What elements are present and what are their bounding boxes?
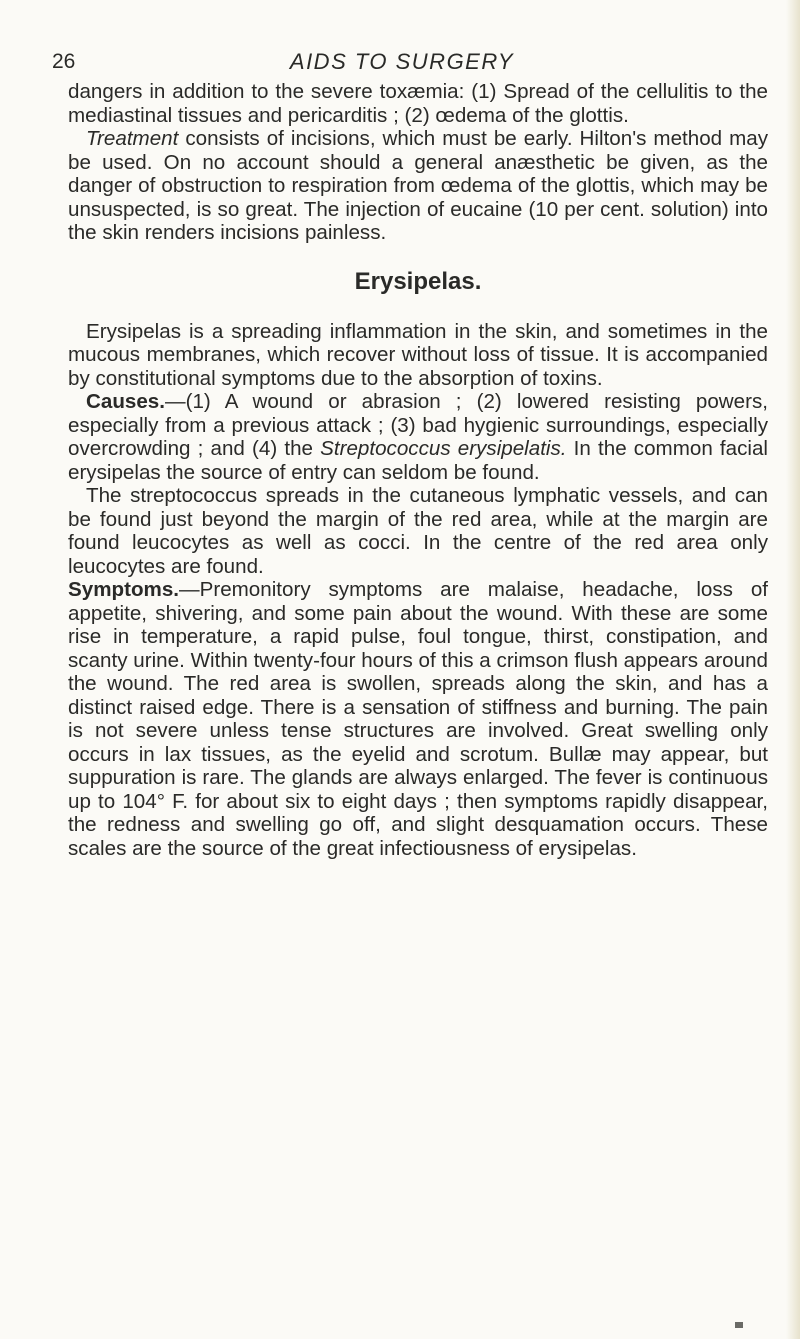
symptoms-text: —Premonitory symptoms are malaise, headache, loss of appetite, shivering, and some pain about the wound. With these are some rise in temperature, a rapid pulse, foul tongue, thirst, constipation, and scanty urine. Within twenty-four hours of this a crimson flush appears around the wound. The red area is swollen, spreads along the skin, and has a distinct raised edge. There is a sensation of stiffness and burning. The pain is not severe unless tense structures are involved. Great swelling only occurs in lax tissues, as the eyelid and scrotum. Bullæ may appear, but suppuration is rare. The glands are always enlarged. The fever is continuous up to 104° F. for about six to eight days ; then symptoms rapidly disappear, the redness and swelling go off, and slight desquamation occurs. These scales are the source of the great infectiousness of erysipelas. <box>68 578 768 860</box>
paragraph-treatment <box>68 127 768 245</box>
causes-text-2: In the common facial erysipelas the source of entry can seldom be found. <box>68 437 768 484</box>
definition-text: Erysipelas is a spreading inflammation in the skin, and sometimes in the mucous membranes, which recover without loss of tissue. It is accompanied by constitutional symptoms due to the absorption of toxins. <box>68 319 768 390</box>
body-text <box>68 80 768 860</box>
causes-lead: Causes. <box>86 390 165 413</box>
paragraph-symptoms <box>68 578 768 860</box>
paragraph-dangers <box>68 80 768 127</box>
streptococcus-text: The streptococcus spreads in the cutaneous lymphatic vessels, and can be found just beyond the margin of the red area, while at the margin are found leucocytes as well as cocci. In the centre of the red area only leucocytes are found. <box>68 484 768 578</box>
print-mark <box>735 1322 743 1328</box>
symptoms-lead: Symptoms. <box>68 578 180 601</box>
running-title: AIDS TO SURGERY <box>289 49 515 74</box>
treatment-text: consists of incisions, which must be early. Hilton's method may be used. On no account should a general anæsthetic be given, as the danger of obstruction to respiration from œdema of the glottis, which may be unsuspected, is so great. The injection of eucaine (10 per cent. solution) into the skin renders incisions painless. <box>68 127 768 244</box>
treatment-lead: Treatment <box>86 127 179 150</box>
paragraph-streptococcus <box>68 484 768 578</box>
page-edge-shadow <box>786 0 800 1339</box>
page-number: 26 <box>52 50 76 73</box>
paragraph-causes <box>68 390 768 484</box>
causes-text-1: —(1) A wound or abrasion ; (2) lowered resisting powers, especially from a previous attack ; (3) bad hygienic surroundings, especially overcrowding ; and (4) the <box>68 390 768 460</box>
section-heading-erysipelas: Erysipelas. <box>354 267 482 295</box>
causes-organism: Streptococcus erysipelatis. <box>320 437 567 460</box>
paragraph-dangers-text: dangers in addition to the severe toxæmia: (1) Spread of the cellulitis to the mediastinal tissues and pericarditis ; (2) œdema of the glottis. <box>68 80 768 127</box>
page-header <box>52 47 752 77</box>
paragraph-definition <box>68 320 768 391</box>
